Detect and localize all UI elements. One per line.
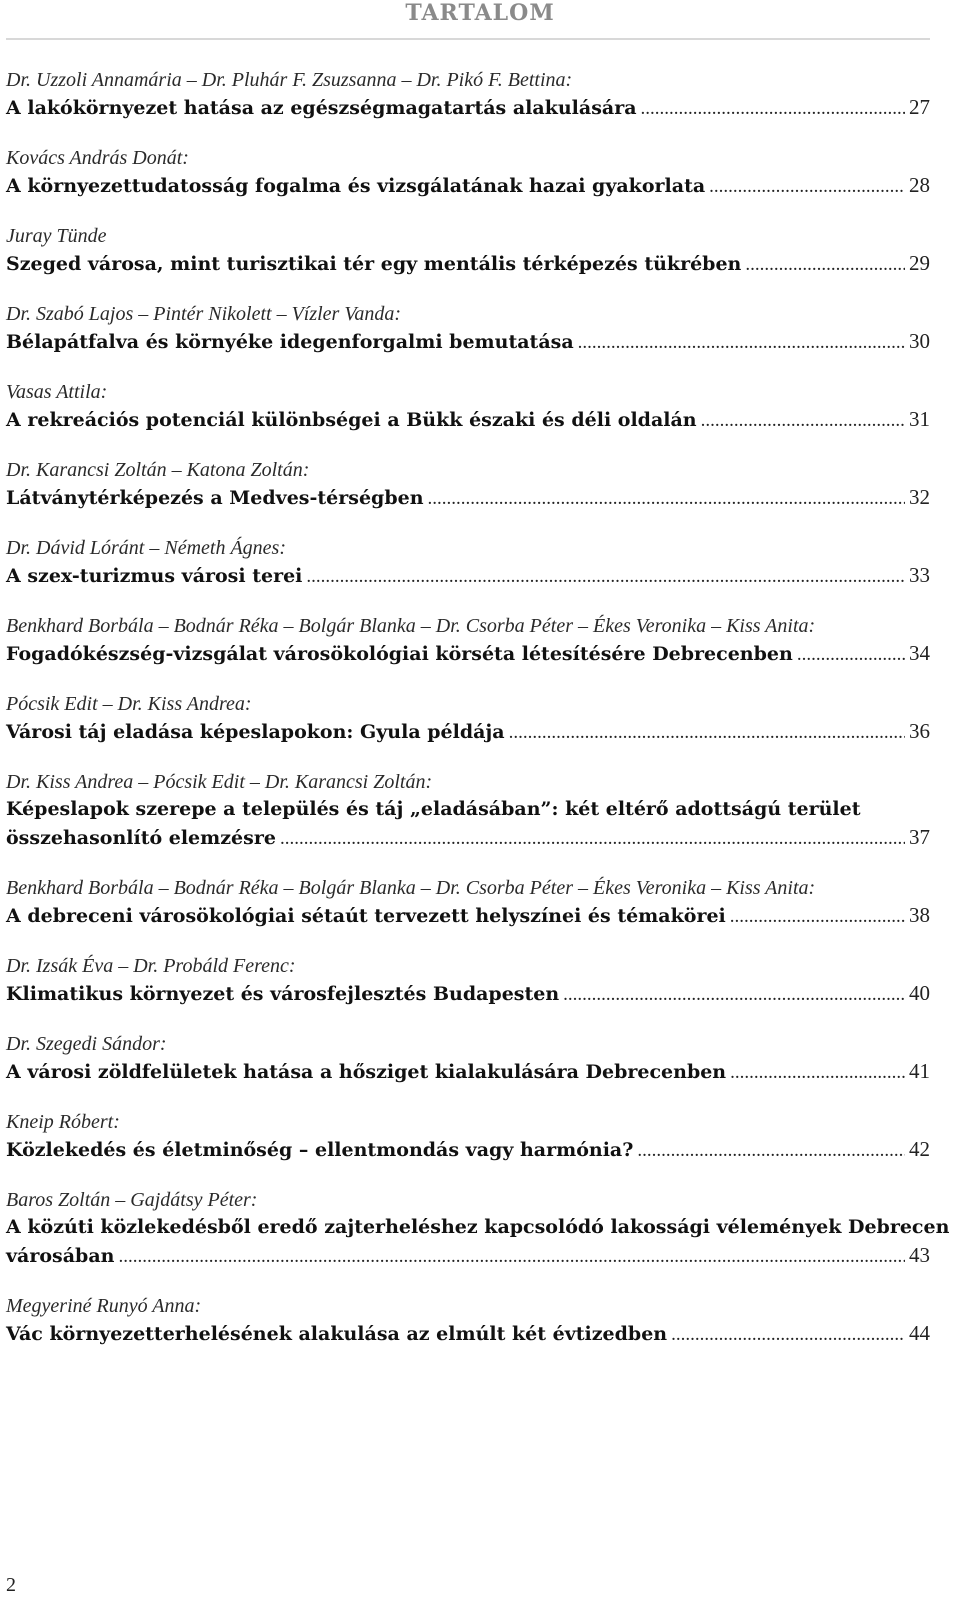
dot-leader bbox=[641, 95, 905, 123]
toc-entry-page: 36 bbox=[909, 719, 930, 743]
toc-entry-title[interactable]: Fogadókészség-vizsgálat városökológiai körséta létesítésére Debrecenben bbox=[6, 643, 793, 665]
toc-entry[interactable] bbox=[6, 535, 930, 591]
toc-entry-page: 34 bbox=[909, 641, 930, 665]
toc-entry-title[interactable]: A városi zöldfelületek hatása a hősziget kialakulására Debrecenben bbox=[6, 1061, 727, 1083]
toc-entry-authors: Pócsik Edit – Dr. Kiss Andrea: bbox=[6, 693, 252, 715]
dot-leader bbox=[701, 407, 905, 435]
dot-leader bbox=[578, 329, 905, 357]
toc-entry[interactable] bbox=[6, 875, 930, 931]
toc-entry[interactable] bbox=[6, 1293, 930, 1349]
toc-entry[interactable] bbox=[6, 691, 930, 747]
toc-entry-title-line1[interactable]: Képeslapok szerepe a település és táj „eladásában”: két eltérő adottságú terület bbox=[6, 798, 861, 820]
dot-leader bbox=[671, 1321, 905, 1349]
toc-entry-authors: Kneip Róbert: bbox=[6, 1111, 120, 1133]
toc-entry-title[interactable]: A lakókörnyezet hatása az egészségmagatartás alakulására bbox=[6, 97, 637, 119]
toc-entry-page: 29 bbox=[909, 251, 930, 275]
toc-entry-authors: Dr. Szabó Lajos – Pintér Nikolett – Vízler Vanda: bbox=[6, 303, 401, 325]
dot-leader bbox=[428, 485, 905, 513]
dot-leader bbox=[745, 251, 905, 279]
toc-entry[interactable] bbox=[6, 223, 930, 279]
dot-leader bbox=[637, 1137, 905, 1165]
toc-entry-authors: Dr. Szegedi Sándor: bbox=[6, 1033, 167, 1055]
toc-entry-authors: Megyeriné Runyó Anna: bbox=[6, 1295, 202, 1317]
toc-entry-authors: Dr. Kiss Andrea – Pócsik Edit – Dr. Karancsi Zoltán: bbox=[6, 771, 433, 793]
toc-entry-page: 43 bbox=[909, 1243, 930, 1267]
toc-entry-page: 44 bbox=[909, 1321, 930, 1345]
toc-entry-page: 30 bbox=[909, 329, 930, 353]
toc-entry-authors: Benkhard Borbála – Bodnár Réka – Bolgár Blanka – Dr. Csorba Péter – Ékes Veronika – Kiss Anita: bbox=[6, 877, 816, 899]
toc-entry-authors: Baros Zoltán – Gajdátsy Péter: bbox=[6, 1189, 258, 1211]
toc-entry-title[interactable]: Látványtérképezés a Medves-térségben bbox=[6, 487, 424, 509]
toc-entry-authors: Dr. Izsák Éva – Dr. Probáld Ferenc: bbox=[6, 955, 296, 977]
footer-page-number: 2 bbox=[6, 1574, 16, 1596]
toc-entry[interactable] bbox=[6, 613, 930, 669]
toc-entry-authors: Benkhard Borbála – Bodnár Réka – Bolgár Blanka – Dr. Csorba Péter – Ékes Veronika – Kiss Anita: bbox=[6, 615, 816, 637]
toc-entry-title[interactable]: A környezettudatosság fogalma és vizsgálatának hazai gyakorlata bbox=[6, 175, 706, 197]
table-of-contents bbox=[6, 67, 950, 1371]
toc-entry-authors: Juray Tünde bbox=[6, 225, 107, 247]
header-divider bbox=[6, 38, 930, 40]
toc-entry-page: 32 bbox=[909, 485, 930, 509]
toc-entry-page: 42 bbox=[909, 1137, 930, 1161]
dot-leader bbox=[509, 719, 905, 747]
dot-leader bbox=[797, 641, 905, 669]
toc-entry-authors: Vasas Attila: bbox=[6, 381, 108, 403]
toc-entry-title[interactable]: Közlekedés és életminőség – ellentmondás vagy harmónia? bbox=[6, 1139, 634, 1161]
toc-entry-page: 33 bbox=[909, 563, 930, 587]
dot-leader bbox=[730, 903, 905, 931]
toc-entry-authors: Dr. Dávid Lóránt – Németh Ágnes: bbox=[6, 537, 286, 559]
toc-entry-title[interactable]: A szex-turizmus városi terei bbox=[6, 565, 303, 587]
toc-entry-page: 31 bbox=[909, 407, 930, 431]
toc-entry-title[interactable]: A rekreációs potenciál különbségei a Bükk északi és déli oldalán bbox=[6, 409, 697, 431]
page-header-title: TARTALOM bbox=[405, 0, 555, 26]
toc-entry-title-line1[interactable]: A közúti közlekedésből eredő zajterheléshez kapcsolódó lakossági vélemények Debrecen bbox=[6, 1216, 950, 1238]
toc-entry-title[interactable]: A debreceni városökológiai sétaút tervezett helyszínei és témakörei bbox=[6, 905, 726, 927]
toc-entry-title-line2[interactable]: összehasonlító elemzésre bbox=[6, 827, 276, 849]
dot-leader bbox=[118, 1243, 905, 1271]
toc-entry[interactable] bbox=[6, 67, 930, 123]
toc-entry[interactable] bbox=[6, 769, 930, 853]
toc-entry-title[interactable]: Klimatikus környezet és városfejlesztés Budapesten bbox=[6, 983, 560, 1005]
dot-leader bbox=[563, 981, 905, 1009]
toc-entry-page: 37 bbox=[909, 825, 930, 849]
toc-entry-title[interactable]: Városi táj eladása képeslapokon: Gyula példája bbox=[6, 721, 505, 743]
toc-entry[interactable] bbox=[6, 1187, 950, 1271]
toc-entry-title-line2[interactable]: városában bbox=[6, 1245, 115, 1267]
toc-entry[interactable] bbox=[6, 953, 930, 1009]
dot-leader bbox=[280, 825, 905, 853]
toc-entry-authors: Dr. Karancsi Zoltán – Katona Zoltán: bbox=[6, 459, 310, 481]
toc-entry-page: 28 bbox=[909, 173, 930, 197]
toc-entry-authors: Kovács András Donát: bbox=[6, 147, 189, 169]
toc-entry-page: 41 bbox=[909, 1059, 930, 1083]
toc-entry-title[interactable]: Bélapátfalva és környéke idegenforgalmi bemutatása bbox=[6, 331, 574, 353]
toc-entry[interactable] bbox=[6, 301, 930, 357]
toc-entry[interactable] bbox=[6, 379, 930, 435]
toc-entry-page: 27 bbox=[909, 95, 930, 119]
toc-entry-title[interactable]: Szeged városa, mint turisztikai tér egy mentális térképezés tükrében bbox=[6, 253, 742, 275]
toc-entry[interactable] bbox=[6, 145, 930, 201]
dot-leader bbox=[709, 173, 905, 201]
toc-entry[interactable] bbox=[6, 457, 930, 513]
toc-entry-title[interactable]: Vác környezetterhelésének alakulása az elmúlt két évtizedben bbox=[6, 1323, 668, 1345]
toc-entry-page: 40 bbox=[909, 981, 930, 1005]
dot-leader bbox=[730, 1059, 905, 1087]
toc-entry-page: 38 bbox=[909, 903, 930, 927]
toc-entry[interactable] bbox=[6, 1031, 930, 1087]
dot-leader bbox=[306, 563, 905, 591]
toc-entry-authors: Dr. Uzzoli Annamária – Dr. Pluhár F. Zsuzsanna – Dr. Pikó F. Bettina: bbox=[6, 69, 573, 91]
toc-entry[interactable] bbox=[6, 1109, 930, 1165]
